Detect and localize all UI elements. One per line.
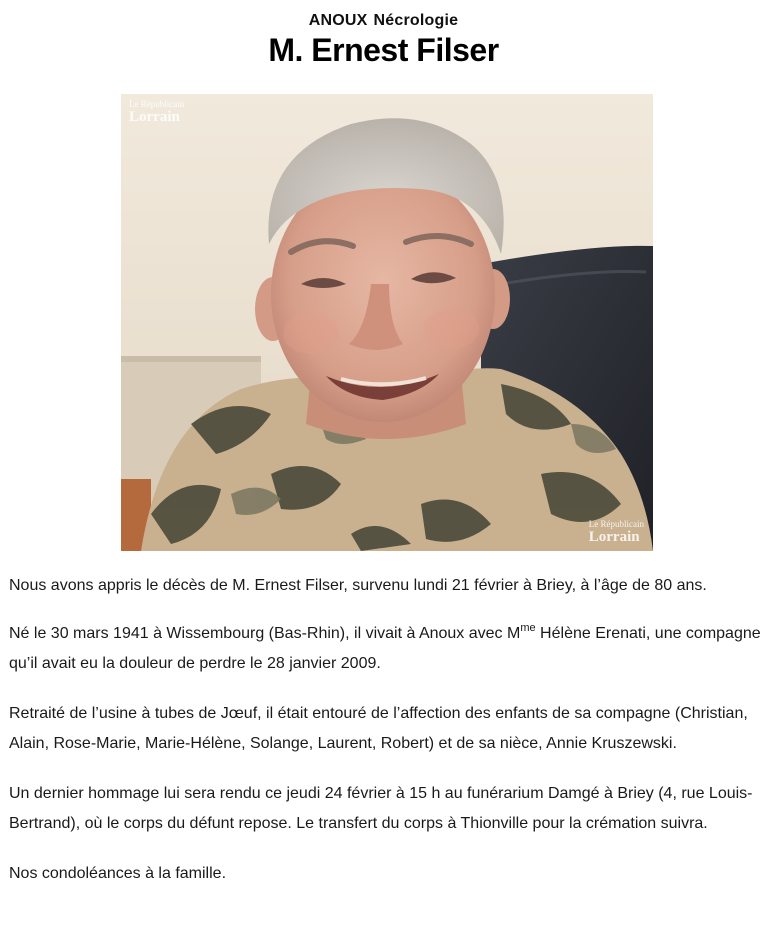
watermark-top-left xyxy=(129,100,184,125)
portrait-illustration xyxy=(121,94,653,551)
location-label: ANOUX xyxy=(308,12,368,29)
watermark-small-text: Le Républicain xyxy=(588,519,644,529)
paragraph-2 xyxy=(9,619,761,679)
article-body xyxy=(9,571,761,909)
watermark-small-text: Le Républicain xyxy=(129,99,185,109)
watermark-bottom-right xyxy=(589,520,644,545)
watermark-big-text: Lorrain xyxy=(588,529,640,545)
paragraph-2-start: Né le 30 mars 1941 à Wissembourg (Bas-Rhin), il vivait à Anoux avec M xyxy=(9,625,521,642)
watermark-big-text: Lorrain xyxy=(129,109,180,125)
paragraph-2-end: Hélène Erenati, une compagne qu’il avait eu la douleur de perdre le 28 janvier 2009. xyxy=(9,625,761,672)
paragraph-4: Un dernier hommage lui sera rendu ce jeudi 24 février à 15 h au funérarium Damgé à Briey (4, rue Louis-Bertrand), où le corps du défunt repose. Le transfert du corps à Thionville pour la crémation suivra. xyxy=(9,785,753,832)
paragraph-1: Nous avons appris le décès de M. Ernest Filser, survenu lundi 21 février à Briey, à l’âge de 80 ans. xyxy=(9,577,707,594)
paragraph-3: Retraité de l’usine à tubes de Jœuf, il était entouré de l’affection des enfants de sa compagne (Christian, Alain, Rose-Marie, Marie-Hélène, Solange, Laurent, Robert) et de sa nièce, Annie Kruszewski. xyxy=(9,705,748,752)
article-header xyxy=(0,10,767,68)
paragraph-5: Nos condoléances à la famille. xyxy=(9,865,227,882)
page-title: M. Ernest Filser xyxy=(268,32,499,68)
section-label: Nécrologie xyxy=(373,12,459,29)
title-superscript: me xyxy=(520,621,536,634)
portrait-photo xyxy=(121,94,653,551)
kicker xyxy=(0,10,767,32)
